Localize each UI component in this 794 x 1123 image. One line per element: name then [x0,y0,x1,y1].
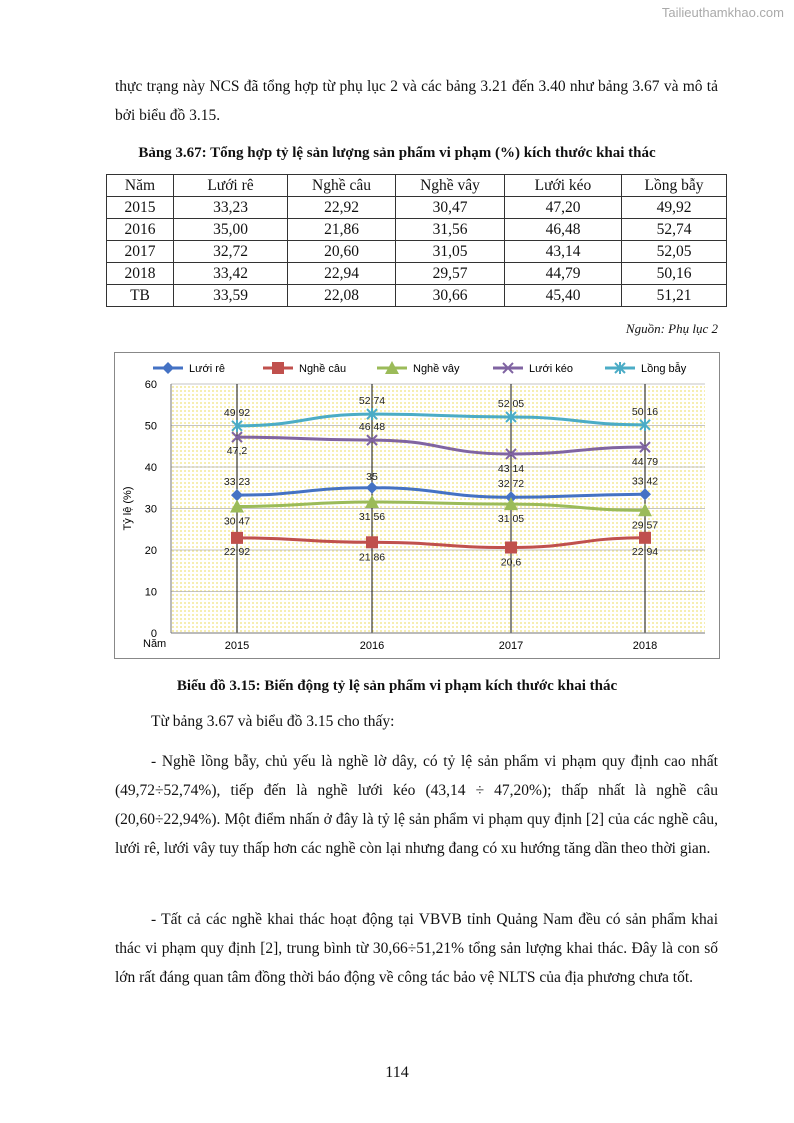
source-note: Nguồn: Phụ lục 2 [625,321,718,336]
data-label: 33,42 [631,475,659,488]
data-label: 50,16 [631,405,659,418]
legend-label: Lưới kéo [529,363,573,375]
table-cell: 31,56 [396,219,505,241]
data-label: 49,92 [223,406,251,419]
y-tick-label: 60 [144,379,157,391]
intro-paragraph: thực trạng này NCS đã tổng hợp từ phụ lục 2 và các bảng 3.21 đến 3.40 như bảng 3.67 và mô tả bởi biểu đồ 3.15. [115,78,718,124]
table-row [107,197,727,219]
data-label: 43,14 [497,462,525,475]
y-tick-label: 20 [144,545,157,557]
data-label: 44,79 [631,456,659,469]
body-paragraph-1: Từ bảng 3.67 và biểu đồ 3.15 cho thấy: [151,713,395,730]
table-cell: 31,05 [396,241,505,263]
table-cell: 2018 [107,263,174,285]
page-number: 114 [385,1064,409,1081]
y-tick-label: 30 [144,503,157,516]
table-header: Nghề vây [396,175,505,197]
table-cell: 2015 [107,197,174,219]
table-cell: 45,40 [505,285,622,307]
data-point [231,532,243,544]
data-point [366,536,378,548]
table-cell: 35,00 [174,219,288,241]
data-point [639,532,651,544]
table-header: Lưới kéo [505,175,622,197]
x-tick-label: 2017 [498,640,524,652]
table-header: Lồng bẫy [622,175,727,197]
table-cell: 32,72 [174,241,288,263]
body-paragraph-3: - Tất cả các nghề khai thác hoạt động tại VBVB tỉnh Quảng Nam đều có sản phẩm khai thác vi phạm quy định [2], trung bình từ 30,66÷51,21% tổng sản lượng khai thác. Đây là con số lớn rất đáng quan tâm đồng thời báo động về công tác bảo vệ NLTS của địa phương chưa tốt. [115,911,718,986]
data-label: 22,94 [631,545,659,558]
legend-label: Lưới rê [189,363,225,375]
data-label: 52,05 [497,397,525,410]
chart-caption: Biểu đồ 3.15: Biến động tỷ lệ sản phẩm vi phạm kích thước khai thác [176,678,618,694]
table-cell: 22,08 [288,285,396,307]
body-paragraph-2: - Nghề lồng bẫy, chủ yếu là nghề lờ dây, có tỷ lệ sản phẩm vi phạm quy định cao nhất (49,72÷52,74%), tiếp đến là nghề lưới kéo (43,14 ÷ 47,20%); thấp nhất là nghề câu (20,60÷22,94%). Một điểm nhấn ở đây là tỷ lệ sản phẩm vi phạm quy định [2] của các nghề câu, lưới rê, lưới vây tuy thấp hơn các nghề còn lại nhưng đang có xu hướng tăng dần theo thời gian. [115,753,718,857]
data-label: 32,72 [497,478,525,491]
data-label: 22,92 [223,545,251,558]
data-point [162,362,174,374]
watermark: Tailieuthamkhao.com [661,5,784,20]
table-cell: 22,94 [288,263,396,285]
table-header: Lưới rê [174,175,288,197]
data-label: 30,47 [223,515,251,528]
data-label: 20,6 [500,556,522,569]
table-cell: 33,23 [174,197,288,219]
table-cell: 22,92 [288,197,396,219]
x-tick-label: 2018 [632,640,658,652]
y-axis-label: Tỷ lệ (%) [122,486,134,531]
table-header: Nghề câu [288,175,396,197]
table-cell: 30,66 [396,285,505,307]
data-label: 33,23 [223,476,251,489]
table-cell: TB [107,285,174,307]
table-cell: 33,42 [174,263,288,285]
data-label: 52,74 [358,395,386,408]
y-tick-label: 40 [144,462,157,474]
table-cell: 50,16 [622,263,727,285]
table-cell: 33,59 [174,285,288,307]
data-point [272,362,284,374]
table-row [107,219,727,241]
line-chart [114,352,720,659]
table-cell: 2016 [107,219,174,241]
table-cell: 43,14 [505,241,622,263]
table-header-row [107,175,727,197]
y-tick-label: 10 [144,586,157,599]
legend-label: Nghề câu [299,363,347,375]
x-tick-label: 2016 [359,640,385,652]
table-cell: 46,48 [505,219,622,241]
data-label: 47,2 [226,445,248,458]
y-tick-label: 50 [144,420,157,433]
table-cell: 51,21 [622,285,727,307]
table-cell: 49,92 [622,197,727,219]
body-intro [115,707,718,736]
table-row [107,263,727,285]
data-label: 31,05 [497,513,525,526]
data-label: 29,57 [631,519,659,532]
table-cell: 52,74 [622,219,727,241]
data-label: 31,56 [358,511,386,524]
table-cell: 2017 [107,241,174,263]
table-header: Năm [107,175,174,197]
data-label: 46,48 [358,421,386,434]
table-row [107,285,727,307]
table-cell: 52,05 [622,241,727,263]
table-cell: 47,20 [505,197,622,219]
data-label: 21,86 [358,551,386,564]
legend-label: Lồng bẫy [641,363,687,375]
table-cell: 29,57 [396,263,505,285]
table-row [107,241,727,263]
x-axis-label: Năm [143,638,167,650]
table-cell: 20,60 [288,241,396,263]
y-tick-label: 0 [150,628,157,640]
data-point [505,542,517,554]
table-cell: 21,86 [288,219,396,241]
data-label: 35 [366,470,378,483]
table-cell: 44,79 [505,263,622,285]
x-tick-label: 2015 [224,640,250,652]
data-table [106,174,727,307]
table-caption: Bảng 3.67: Tổng hợp tỷ lệ sản lượng sản phẩm vi phạm (%) kích thước khai thác [138,145,656,161]
legend-label: Nghề vây [413,363,460,375]
chart-canvas [115,353,719,658]
table-cell: 30,47 [396,197,505,219]
